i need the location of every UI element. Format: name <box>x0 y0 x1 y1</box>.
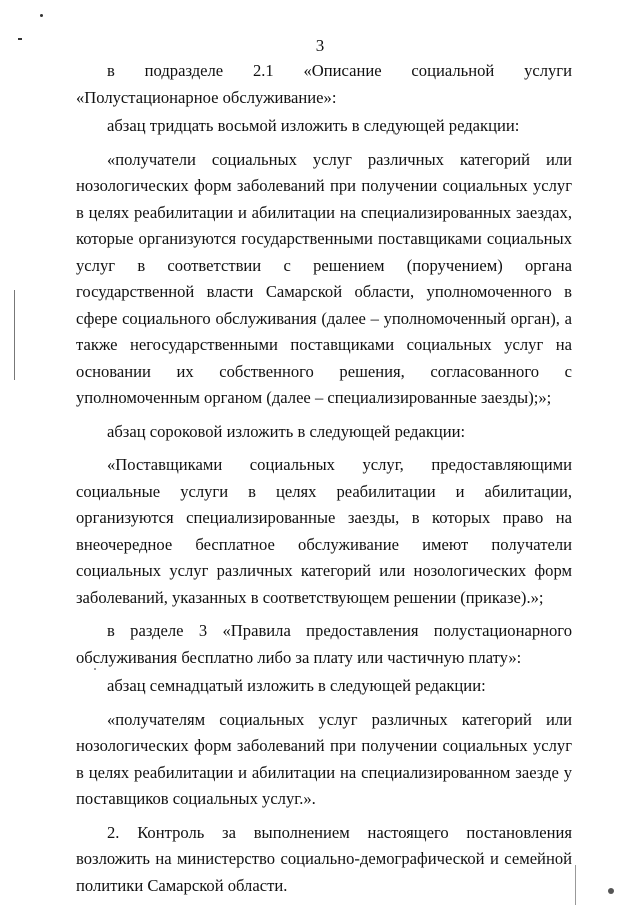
paragraph: абзац семнадцатый изложить в следующей редакции: <box>107 676 486 695</box>
document-body <box>76 58 572 899</box>
paragraph: «Поставщиками социальных услуг, предоставляющими социальные услуги в целях реабилитации и абилитации, организуются специализированные заезды, в которых право на внеочередное бесплатное обслуживание имеют получатели социальных услуг различных категорий или нозологических форм заболеваний, указанных в соответствующем решении (приказе).»; <box>76 455 572 607</box>
paragraph: в разделе 3 «Правила предоставления полустационарного обслуживания бесплатно либо за плату или частичную плату»: <box>76 621 572 667</box>
paragraph: «получатели социальных услуг различных категорий или нозологических форм заболеваний при получении социальных услуг в целях реабилитации и абилитации на специализированных заездах, которые организуются государственными поставщиками социальных услуг в соответствии с решением (поручением) органа государственной власти Самарской области, уполномоченного в сфере социального обслуживания (далее – уполномоченный орган), а также негосударственными поставщиками социальных услуг на основании их собственного решения, согласованного с уполномоченным органом (далее – специализированные заезды);»; <box>76 149 572 407</box>
paragraph: абзац сороковой изложить в следующей редакции: <box>107 421 466 441</box>
scan-edge-line <box>14 290 15 380</box>
paragraph: абзац тридцать восьмой изложить в следующей редакции: <box>107 116 520 135</box>
paragraph: в подразделе 2.1 «Описание социальной услуги «Полустационарное обслуживание»: <box>76 61 572 107</box>
page-number: 3 <box>315 36 325 55</box>
paragraph: 2. Контроль за выполнением настоящего постановления возложить на министерство социально-демографической и семейной политики Самарской области. <box>76 822 572 895</box>
paragraph: «получателям социальных услуг различных категорий или нозологических форм заболеваний при получении социальных услуг в целях реабилитации и абилитации на специализированном заезде у поставщиков социальных услуг.». <box>76 709 572 808</box>
scan-speck <box>40 14 43 17</box>
scan-speck <box>608 888 614 894</box>
scan-edge-line <box>575 865 576 905</box>
